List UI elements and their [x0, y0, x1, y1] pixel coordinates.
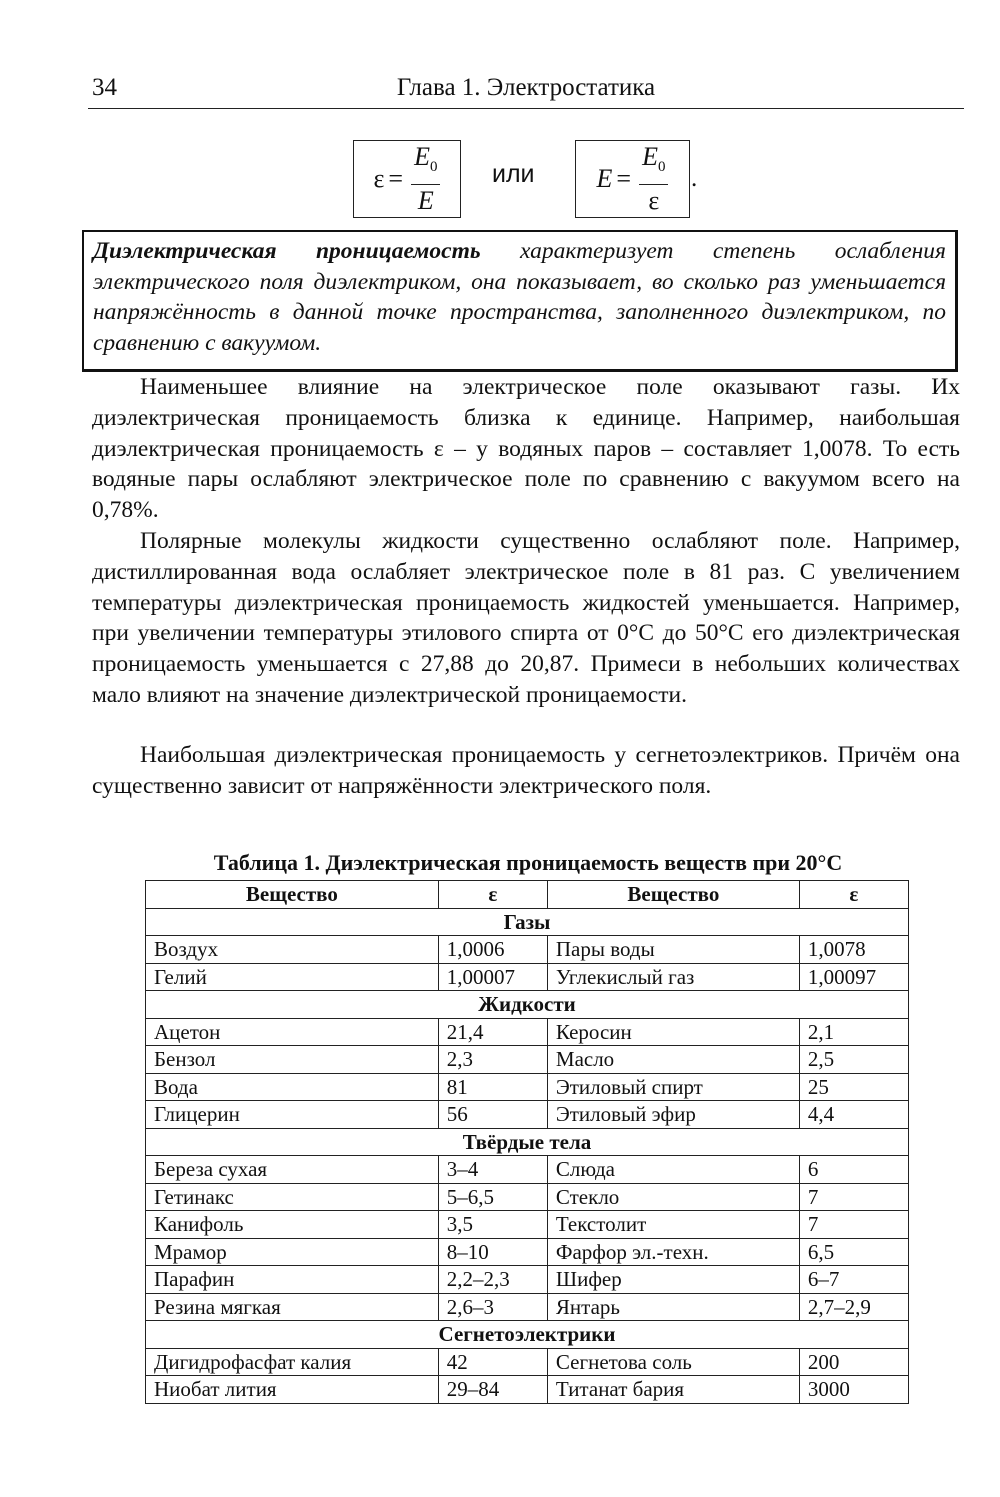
substance-cell: Мрамор [146, 1238, 439, 1266]
formula-2-fraction [639, 141, 668, 216]
table-row [146, 1348, 909, 1376]
table-row [146, 1266, 909, 1294]
substance-cell: Резина мягкая [146, 1293, 439, 1321]
table-row [146, 1156, 909, 1184]
header-substance-1: Вещество [146, 881, 439, 909]
substance-cell: Парафин [146, 1266, 439, 1294]
table-body [146, 908, 909, 1403]
formula-1-lhs: ε [373, 164, 385, 193]
table-caption: Таблица 1. Диэлектрическая проницаемость веществ при 20°С [213, 850, 843, 875]
substance-cell: Сегнетова соль [547, 1348, 799, 1376]
epsilon-cell: 1,00097 [799, 963, 908, 991]
substance-cell: Титанат бария [547, 1376, 799, 1404]
paragraph-liquids [92, 526, 960, 711]
formula-connector: или [492, 160, 535, 188]
substance-cell: Гетинакс [146, 1183, 439, 1211]
table-section-title: Сегнетоэлектрики [146, 1321, 909, 1349]
substance-cell: Ниобат лития [146, 1376, 439, 1404]
definition-text [93, 236, 946, 358]
table-row [146, 1376, 909, 1404]
epsilon-cell: 2,6–3 [438, 1293, 547, 1321]
table-row [146, 936, 909, 964]
formula-2-equals: = [616, 164, 632, 193]
chapter-title: Глава 1. Электростатика [396, 74, 656, 101]
epsilon-cell: 2,1 [799, 1018, 908, 1046]
table-row [146, 1238, 909, 1266]
formula-epsilon-box [353, 140, 461, 218]
substance-cell: Воздух [146, 936, 439, 964]
substance-cell: Шифер [547, 1266, 799, 1294]
table-section-title: Твёрдые тела [146, 1128, 909, 1156]
epsilon-cell: 42 [438, 1348, 547, 1376]
paragraph-gases-text: Наименьшее влияние на электрическое поле оказывают газы. Их диэлектрическая проницаемость близка к единице. Например, наибольшая диэлектрическая проницаемость ε – у водяных паров – составляет 1,0078. То есть водяные пары ослабляют электрическое поле по сравнению с вакуумом всего на 0,78%. [92, 374, 960, 524]
substance-cell: Янтарь [547, 1293, 799, 1321]
substance-cell: Этиловый эфир [547, 1101, 799, 1129]
header-epsilon-2: ε [799, 881, 908, 909]
formula-field-box [575, 140, 690, 218]
formula-2-denominator: ε [648, 185, 660, 215]
definition-box [82, 230, 958, 372]
epsilon-cell: 2,3 [438, 1046, 547, 1074]
table-header-row [146, 881, 909, 909]
substance-cell: Ацетон [146, 1018, 439, 1046]
substance-cell: Пары воды [547, 936, 799, 964]
epsilon-cell: 1,0078 [799, 936, 908, 964]
definition-term: Диэлектрическая проницаемость [93, 238, 481, 264]
substance-cell: Вода [146, 1073, 439, 1101]
table-row [146, 1073, 909, 1101]
epsilon-cell: 1,00007 [438, 963, 547, 991]
epsilon-cell: 5–6,5 [438, 1183, 547, 1211]
table-row [146, 963, 909, 991]
formula-2-numerator: E [642, 142, 658, 172]
page-header [88, 70, 964, 109]
substance-cell: Глицерин [146, 1101, 439, 1129]
epsilon-cell: 8–10 [438, 1238, 547, 1266]
substance-cell: Слюда [547, 1156, 799, 1184]
substance-cell: Этиловый спирт [547, 1073, 799, 1101]
epsilon-cell: 200 [799, 1348, 908, 1376]
formula-1-numerator-sub: 0 [429, 159, 438, 176]
epsilon-cell: 7 [799, 1211, 908, 1239]
substance-cell: Углекислый газ [547, 963, 799, 991]
substance-cell: Текстолит [547, 1211, 799, 1239]
formula-trailing-period: . [691, 165, 698, 192]
formula-1-fraction [411, 141, 440, 216]
substance-cell: Бензол [146, 1046, 439, 1074]
substance-cell: Береза сухая [146, 1156, 439, 1184]
table-section-row [146, 1321, 909, 1349]
epsilon-cell: 3000 [799, 1376, 908, 1404]
epsilon-cell: 4,4 [799, 1101, 908, 1129]
substance-cell: Керосин [547, 1018, 799, 1046]
paragraph-ferroelectrics-text: Наибольшая диэлектрическая проницаемость у сегнетоэлектриков. Причём она существенно зависит от напряжённости электрического поля. [92, 742, 960, 799]
formula-2-lhs: E [596, 164, 613, 193]
page-number: 34 [92, 74, 117, 101]
table-row [146, 1211, 909, 1239]
table-section-title: Газы [146, 908, 909, 936]
header-substance-2: Вещество [547, 881, 799, 909]
paragraph-ferroelectrics [92, 740, 960, 802]
paragraph-liquids-text: Полярные молекулы жидкости существенно ослабляют поле. Например, дистиллированная вода ослабляет электрическое поле в 81 раз. С увеличением температуры диэлектрическая проницаемость жидкостей уменьшается. Например, при увеличении температуры этилового спирта от 0°С до 50°С его диэлектрическая проницаемость уменьшается с 27,88 до 20,87. Примеси в небольших количествах мало влияют на значение диэлектрической проницаемости. [92, 528, 960, 708]
substance-cell: Масло [547, 1046, 799, 1074]
substance-cell: Стекло [547, 1183, 799, 1211]
epsilon-cell: 2,7–2,9 [799, 1293, 908, 1321]
definition-body: характеризует степень ослабления электрического поля диэлектриком, она показывает, во сколько раз уменьшается напряжённость в данной точке пространства, заполненного диэлектриком, по сравнению с вакуумом. [93, 238, 946, 356]
epsilon-cell: 1,0006 [438, 936, 547, 964]
epsilon-cell: 2,5 [799, 1046, 908, 1074]
formula-1-equals: = [388, 164, 404, 193]
epsilon-cell: 3,5 [438, 1211, 547, 1239]
epsilon-cell: 3–4 [438, 1156, 547, 1184]
substance-cell: Гелий [146, 963, 439, 991]
epsilon-cell: 56 [438, 1101, 547, 1129]
table-row [146, 1183, 909, 1211]
table-row [146, 1101, 909, 1129]
epsilon-cell: 7 [799, 1183, 908, 1211]
formula-2-numerator-sub: 0 [657, 159, 666, 176]
table-section-row [146, 908, 909, 936]
table-section-row [146, 1128, 909, 1156]
substance-cell: Фарфор эл.-техн. [547, 1238, 799, 1266]
epsilon-cell: 25 [799, 1073, 908, 1101]
epsilon-cell: 21,4 [438, 1018, 547, 1046]
epsilon-cell: 6–7 [799, 1266, 908, 1294]
table-row [146, 1293, 909, 1321]
epsilon-cell: 29–84 [438, 1376, 547, 1404]
epsilon-cell: 2,2–2,3 [438, 1266, 547, 1294]
permittivity-table [145, 880, 909, 1404]
epsilon-cell: 6,5 [799, 1238, 908, 1266]
substance-cell: Дигидрофасфат калия [146, 1348, 439, 1376]
substance-cell: Канифоль [146, 1211, 439, 1239]
header-epsilon-1: ε [438, 881, 547, 909]
epsilon-cell: 6 [799, 1156, 908, 1184]
epsilon-cell: 81 [438, 1073, 547, 1101]
table-row [146, 1046, 909, 1074]
table-section-row [146, 991, 909, 1019]
paragraph-gases [92, 372, 960, 526]
formula-1-denominator: E [417, 185, 434, 215]
formula-1-numerator: E [414, 142, 430, 172]
table-section-title: Жидкости [146, 991, 909, 1019]
table-row [146, 1018, 909, 1046]
